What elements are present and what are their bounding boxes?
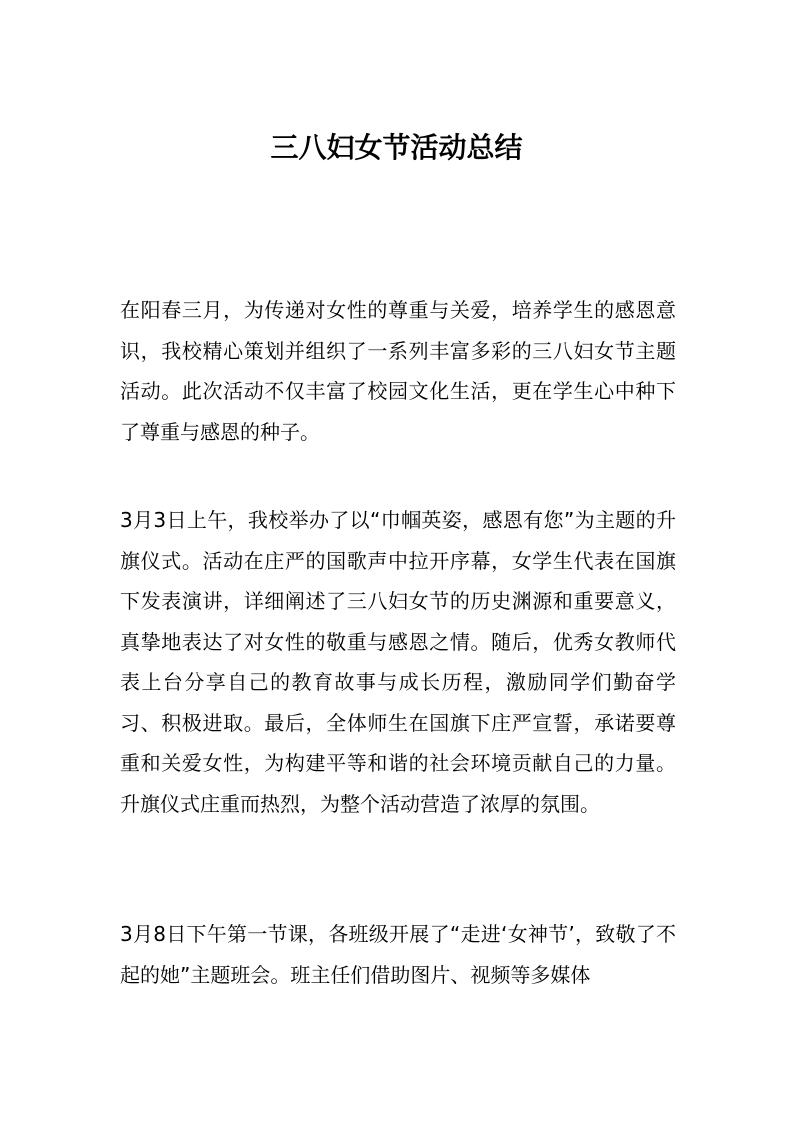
paragraph-flag-ceremony: 3月3日上午，我校举办了以“巾帼英姿，感恩有您”为主题的升旗仪式。活动在庄严的国歌声中拉开序幕，女学生代表在国旗下发表演讲，详细阐述了三八妇女节的历史渊源和重要意义，真挚地表达了对女性的敬重与感恩之情。随后，优秀女教师代表上台分享自己的教育故事与成长历程，激励同学们勤奋学习、积极进取。最后，全体师生在国旗下庄严宣誓，承诺要尊重和关爱女性，为构建平等和谐的社会环境贡献自己的力量。升旗仪式庄重而热烈，为整个活动营造了浓厚的氛围。 [120,508,676,816]
paragraph-class-meeting: 3月8日下午第一节课，各班级开展了“走进‘女神节’，致敬了不起的她”主题班会。班主任们借助图片、视频等多媒体 [120,922,676,987]
document-title: 三八妇女节活动总结 [270,131,523,164]
paragraph-intro: 在阳春三月，为传递对女性的尊重与关爱，培养学生的感恩意识，我校精心策划并组织了一系列丰富多彩的三八妇女节主题活动。此次活动不仅丰富了校园文化生活，更在学生心中种下了尊重与感恩的种子。 [120,298,676,444]
